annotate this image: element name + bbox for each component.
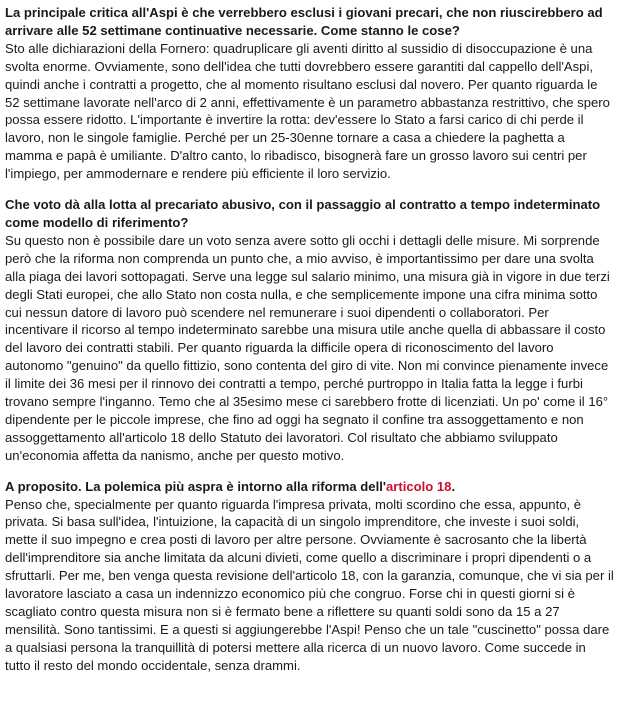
question-precariato: Che voto dà alla lotta al precariato abusivo, con il passaggio al contratto a tempo indeterminato come modello di riferimento? — [5, 197, 601, 230]
question-aspi: La principale critica all'Aspi è che verrebbero esclusi i giovani precari, che non riuscirebbero ad arrivare alle 52 settimane continuative necessarie. Come stanno le cose? — [5, 5, 603, 38]
answer-articolo-18: Penso che, specialmente per quanto riguarda l'impresa privata, molti scordino che essa, appunto, è privata. Si basa sull'idea, l'intuizione, la capacità di un singolo imprenditore, che investe i suoi soldi, mette il suo impegno e crea posti di lavoro per altre persone. Ovviamente è sacrosanto che la libertà dell'imprenditore sia anche limitata da alcuni divieti, come quello a discriminare i propri dipendenti o a sfruttarli. Per me, ben venga questa revisione dell'articolo 18, con la garanzia, comunque, che vi sia per il lavoratore lasciato a casa un indennizzo economico più che congruo. Forse chi in questi giorni si è scagliato contro questa misura non si è fermato bene a riflettere su quanti soldi sono da 15 a 27 mensilità. Sono tantissimi. E a questi si aggiungerebbe l'Aspi! Penso che un tale "cuscinetto" possa dare a qualsiasi persona la tranquillità di potersi mettere alla ricerca di un nuovo lavoro. Come succede in tutto il resto del mondo occidentale, senza drammi. — [5, 496, 614, 673]
articolo-18-link[interactable]: articolo 18 — [385, 478, 452, 494]
qa-block-precariato — [5, 196, 614, 465]
question-prefix: A proposito. La polemica più aspra è intorno alla riforma dell' — [5, 478, 386, 494]
qa-block-articolo-18 — [5, 478, 614, 675]
question-articolo-18 — [5, 478, 614, 496]
answer-aspi: Sto alle dichiarazioni della Fornero: quadruplicare gli aventi diritto al sussidio di disoccupazione è una svolta enorme. Ovviamente, sono dell'idea che tutti dovrebbero essere garantiti dal cappello dell'Aspi, quindi anche i contratti a progetto, che al momento risultano esclusi dal novero. Per quanto riguarda le 52 settimane lavorate nell'arco di 2 anni, effettivamente è un parametro abbastanza restrittivo, che spero possa essere ridotto. L'importante è invertire la rotta: dev'essere lo Stato a farsi carico di chi perde il lavoro, non le singole famiglie. Perché per un 25-30enne tornare a casa a chiedere la paghetta a mamma e papà è umiliante. D'altro canto, lo ribadisco, bisognerà fare un grosso lavoro sui centri per l'impiego, per ammodernare e rendere più efficiente il loro servizio. — [5, 40, 610, 182]
qa-block-aspi — [5, 4, 614, 183]
question-suffix: . — [451, 478, 456, 494]
answer-precariato: Su questo non è possibile dare un voto senza avere sotto gli occhi i dettagli delle misure. Mi sorprende però che la riforma non comprenda un punto che, a mio avviso, è importantissimo per dare una svolta alla piaga dei lavori sottopagati. Serve una legge sul salario minimo, una misura già in vigore in due terzi degli Stati europei, che allo Stato non costa nulla, e che semplicemente impone una cifra minima sotto cui nessun datore di lavoro può scendere nel remunerare i suoi dipendenti o collaboratori. Per incentivare il ricorso al tempo indeterminato sarebbe una misura utile anche quella di abbassare il costo del lavoro dei contratti stabili. Per quanto riguarda la difficile opera di riconoscimento del lavoro autonomo "genuino" da quello fittizio, sono contenta del giro di vite. Non mi convince pienamente invece il limite dei 36 mesi per il rinnovo dei contratti a tempo, perché purtroppo in Italia fatta la legge i furbi trovano sempre l'inganno. Temo che al 35esimo mese ci sarebbero frotte di licenziati. Un po' come il 16° dipendente per le piccole imprese, che fino ad oggi ha segnato il confine tra assoggettamento e non assoggettamento all'articolo 18 dello Statuto dei lavoratori. Col risultato che abbiamo sviluppato un'economia affetta da nanismo, anche per questo motivo. — [5, 232, 610, 463]
